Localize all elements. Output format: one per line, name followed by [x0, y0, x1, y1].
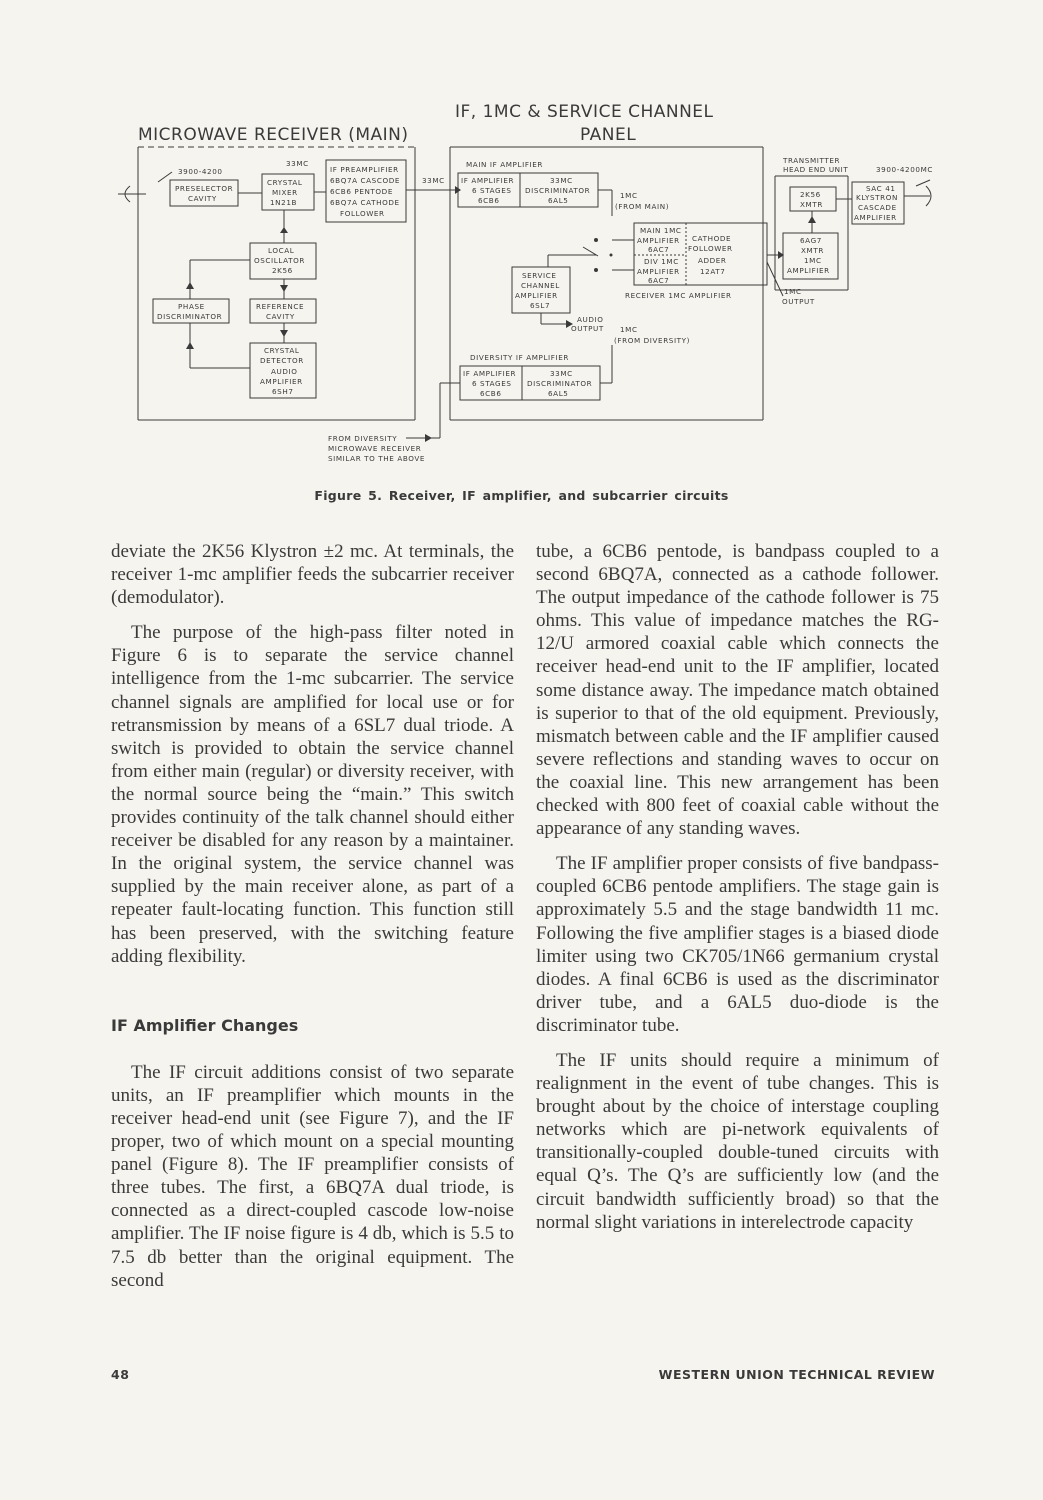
freq-in-label: 3900-4200 [178, 167, 223, 176]
right-paragraph-1: tube, a 6CB6 pentode, is bandpass coupled to a second 6BQ7A, connected as a cathode follower. The output impedance of the cathode follower is 75 ohms. This value of impedance matches the RG-12/U armored coaxial cable which connects the receiver head-end unit to the IF amplifier, located some distance away. The impedance match obtained is superior to that of the old equipment. Previously, mismatch between cable and the IF amplifier caused severe reflections and standing waves to occur on the coaxial line. This new arrangement has been checked with 800 feet of coaxial cable without the appearance of any standing waves. [536, 541, 939, 840]
crystal-mixer-l3: 1N21B [270, 198, 298, 207]
audio-output-l1: AUDIO [577, 315, 604, 324]
klystron-l4: AMPLIFIER [854, 213, 897, 222]
out-1mc-l1: 1MC [784, 287, 802, 296]
main-if-amp-l2: 6 STAGES [472, 186, 512, 195]
local-osc-l3: 2K56 [272, 266, 293, 275]
diagram-title-right-2: PANEL [580, 125, 637, 145]
transmitter-head-l1: TRANSMITTER [783, 156, 841, 165]
if-preamp-l2: 6BQ7A CASCODE [330, 176, 400, 185]
crystal-det-l5: 6SH7 [272, 387, 294, 396]
from-div-rx-l2: MICROWAVE RECEIVER [328, 444, 422, 453]
div-if-amp-l1: IF AMPLIFIER [463, 369, 517, 378]
klystron-l1: SAC 41 [866, 184, 896, 193]
preselector-l2: CAVITY [188, 194, 217, 203]
left-paragraph-3: The IF circuit additions consist of two separate units, an IF preamplifier which mounts in the receiver head-end unit (see Figure 7), and the IF proper, two of which mount on a special mounting panel (Figure 8). The IF preamplifier consists of three tubes. The first, a 6BQ7A dual triode, is connected as a direct-coupled cascode low-noise amplifier. The IF noise figure is 4 db, which is 5.5 to 7.5 db better than the original equipment. The second [111, 1061, 514, 1291]
diagram-title-right-1: IF, 1MC & SERVICE CHANNEL [455, 102, 714, 122]
service-channel-l4: 6SL7 [530, 301, 551, 310]
freq-33mc-top: 33MC [286, 159, 309, 168]
div-disc-l2: DISCRIMINATOR [527, 379, 593, 388]
main-1mc-l3: 6AC7 [648, 245, 670, 254]
main-1mc-l2: AMPLIFIER [637, 236, 680, 245]
main-disc-l2: DISCRIMINATOR [525, 186, 591, 195]
ref-cavity-l1: REFERENCE [256, 302, 305, 311]
from-div-rx-l1: FROM DIVERSITY [328, 434, 398, 443]
left-column [111, 540, 514, 1304]
service-channel-l1: SERVICE [522, 271, 557, 280]
main-if-amp-l1: IF AMPLIFIER [461, 176, 515, 185]
receiver-1mc-label: RECEIVER 1MC AMPLIFIER [625, 291, 732, 300]
div-1mc-l1: DIV 1MC [644, 257, 679, 266]
right-paragraph-2: The IF amplifier proper consists of five bandpass-coupled 6CB6 pentode amplifiers. The stage gain is approximately 5.5 and the stage bandwidth 11 mc. Following the five amplifier stages is a biased diode limiter using two CK705/1N66 germanium crystal diodes. A final 6CB6 is used as the discriminator driver tube, and a 6AL5 duo-diode is the discriminator tube. [536, 853, 939, 1036]
transmitter-head-l2: HEAD END UNIT [783, 165, 849, 174]
right-column [536, 540, 939, 1246]
crystal-mixer-l2: MIXER [272, 188, 298, 197]
from-diversity-l2: (FROM DIVERSITY) [614, 336, 691, 345]
from-diversity-l1: 1MC [620, 325, 638, 334]
div-1mc-l2: AMPLIFIER [637, 267, 680, 276]
crystal-det-l2: DETECTOR [260, 356, 304, 365]
audio-output-l2: OUTPUT [571, 324, 604, 333]
adder-l2: 12AT7 [700, 267, 726, 276]
xmtr-2k56-l1: 2K56 [800, 190, 821, 199]
phase-disc-l1: PHASE [178, 302, 205, 311]
diagram-title-left: MICROWAVE RECEIVER (MAIN) [138, 125, 409, 145]
main-if-label: MAIN IF AMPLIFIER [466, 160, 544, 169]
cathode-follower-l2: FOLLOWER [688, 244, 733, 253]
div-if-amp-l2: 6 STAGES [472, 379, 512, 388]
div-1mc-l3: 6AC7 [648, 276, 670, 285]
crystal-det-l4: AMPLIFIER [260, 377, 303, 386]
div-disc-l3: 6AL5 [548, 389, 569, 398]
crystal-mixer-l1: CRYSTAL [267, 178, 303, 187]
ref-cavity-l2: CAVITY [266, 312, 295, 321]
figure-caption: Figure 5. Receiver, IF amplifier, and subcarrier circuits [314, 488, 729, 503]
phase-disc-l2: DISCRIMINATOR [157, 312, 223, 321]
div-disc-l1: 33MC [550, 369, 573, 378]
if-preamp-l4: 6BQ7A CATHODE [330, 198, 400, 207]
from-main-l2: (FROM MAIN) [615, 202, 670, 211]
freq-33mc-arrow: 33MC [422, 176, 445, 185]
output-antenna-icon [904, 180, 931, 206]
right-paragraph-3: The IF units should require a minimum of realignment in the event of tube changes. This is brought about by the choice of interstage coupling networks which are pi-network equivalents of transitionally-coupled double-tuned circuits with equal Q’s. The Q’s are sufficiently low (and the circuit bandwidth sufficiently broad) so that the normal slight variations in interelectrode capacity [536, 1049, 939, 1233]
publication-name: WESTERN UNION TECHNICAL REVIEW [658, 1367, 935, 1382]
main-1mc-l1: MAIN 1MC [640, 226, 682, 235]
xmtr-6ag7-l1: 6AG7 [800, 236, 822, 245]
freq-out-label: 3900-4200MC [876, 165, 933, 174]
main-if-amp-l3: 6CB6 [478, 196, 500, 205]
main-disc-l3: 6AL5 [548, 196, 569, 205]
xmtr-6ag7-l4: AMPLIFIER [787, 266, 830, 275]
adder-l1: ADDER [698, 256, 727, 265]
out-1mc-l2: OUTPUT [782, 297, 815, 306]
if-preamp-l3: 6CB6 PENTODE [330, 187, 393, 196]
if-preamp-l1: IF PREAMPLIFIER [330, 165, 399, 174]
service-channel-l2: CHANNEL [521, 281, 560, 290]
input-antenna-icon [118, 186, 146, 202]
if-preamp-l5: FOLLOWER [340, 209, 385, 218]
cathode-follower-l1: CATHODE [692, 234, 732, 243]
left-paragraph-1: deviate the 2K56 Klystron ±2 mc. At terminals, the receiver 1-mc amplifier feeds the subcarrier receiver (demodulator). [111, 541, 514, 609]
main-disc-l1: 33MC [550, 176, 573, 185]
block-diagram [0, 0, 1043, 470]
xmtr-6ag7-l3: 1MC [804, 256, 822, 265]
section-heading: IF Amplifier Changes [111, 1015, 299, 1035]
service-channel-l3: AMPLIFIER [515, 291, 558, 300]
crystal-det-l3: AUDIO [271, 367, 298, 376]
local-osc-l1: LOCAL [268, 246, 295, 255]
local-osc-l2: OSCILLATOR [254, 256, 305, 265]
preselector-l1: PRESELECTOR [175, 184, 234, 193]
div-if-amp-l3: 6CB6 [480, 389, 502, 398]
page-number: 48 [111, 1367, 130, 1382]
crystal-det-l1: CRYSTAL [264, 346, 300, 355]
klystron-l3: CASCADE [858, 203, 897, 212]
from-main-l1: 1MC [620, 191, 638, 200]
xmtr-6ag7-l2: XMTR [801, 246, 824, 255]
diversity-label: DIVERSITY IF AMPLIFIER [470, 353, 569, 362]
klystron-l2: KLYSTRON [856, 193, 898, 202]
left-paragraph-2: The purpose of the high-pass filter noted in Figure 6 is to separate the service channel intelligence from the 1-mc subcarrier. The service channel signals are amplified for local use or for retransmission by means of a 6SL7 dual triode. A switch is provided to obtain the service channel from either main (regular) or diversity receiver, with the normal source being the “main.” This switch provides continuity of the talk channel should either receiver be disabled for any reason by a maintainer. In the original system, the service channel was supplied by the main receiver alone, as part of a repeater fault-locating function. This function still has been preserved, with the switching feature adding flexibility. [111, 622, 514, 967]
xmtr-2k56-l2: XMTR [800, 200, 823, 209]
from-div-rx-l3: SIMILAR TO THE ABOVE [328, 454, 426, 463]
